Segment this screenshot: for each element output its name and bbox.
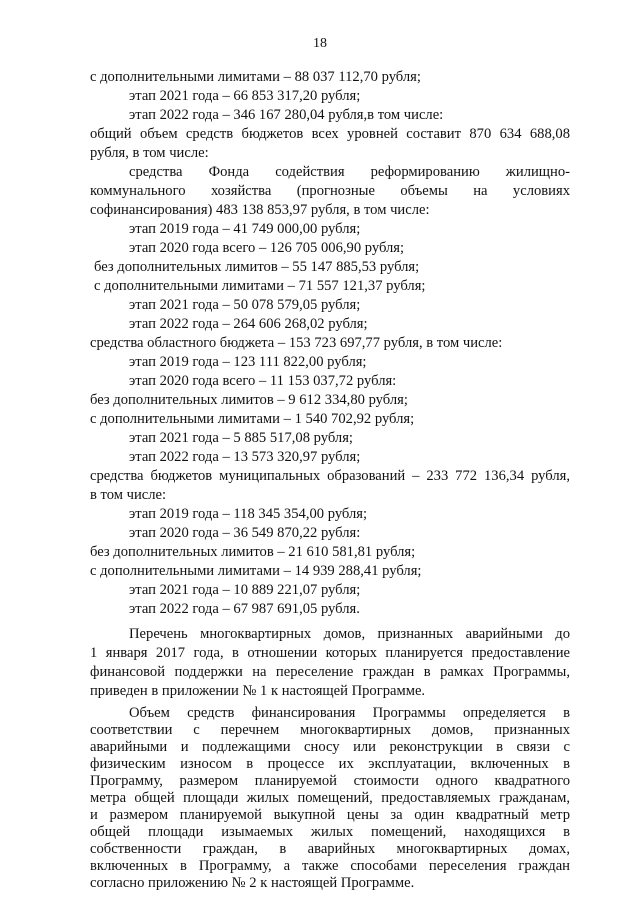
text-line: общей площади изымаемых жилых помещений, находящихся в — [90, 824, 570, 840]
text-line: Программу, размером планируемой стоимости одного квадратного — [90, 773, 570, 789]
text-line: физическим износом в процессе их эксплуатации, включенных в — [90, 756, 570, 772]
text-line: этап 2020 года всего – 11 153 037,72 рубля: — [129, 373, 397, 389]
text-line: этап 2022 года – 67 987 691,05 рубля. — [129, 601, 360, 617]
text-line: средства областного бюджета – 153 723 697,77 рубля, в том числе: — [90, 335, 503, 351]
text-line: 1 января 2017 года, в отношении которых планируется предоставление — [90, 645, 570, 661]
text-line: с дополнительными лимитами – 1 540 702,92 рубля; — [90, 411, 415, 427]
text-line: без дополнительных лимитов – 55 147 885,53 рубля; — [94, 259, 420, 275]
text-line: этап 2021 года – 50 078 579,05 рубля; — [129, 297, 361, 313]
text-line: рубля, в том числе: — [90, 145, 209, 161]
text-line: этап 2020 года – 36 549 870,22 рубля: — [129, 525, 361, 541]
text-line: без дополнительных лимитов – 9 612 334,80 рубля; — [90, 392, 408, 408]
text-line: этап 2019 года – 118 345 354,00 рубля; — [129, 506, 368, 522]
text-line: соответствии с перечнем многоквартирных домов, признанных — [90, 722, 570, 738]
page-number: 18 — [313, 36, 327, 51]
text-line: с дополнительными лимитами – 88 037 112,70 рубля; — [90, 69, 421, 85]
text-line: в том числе: — [90, 487, 167, 503]
text-line: финансовой поддержки на переселение граждан в рамках Программы, — [90, 664, 570, 680]
text-line: согласно приложению № 2 к настоящей Программе. — [90, 875, 415, 891]
text-line: собственности граждан, в аварийных многоквартирных домах, — [90, 841, 570, 857]
text-line: Объем средств финансирования Программы определяется в — [129, 705, 570, 721]
text-line: этап 2021 года – 66 853 317,20 рубля; — [129, 88, 361, 104]
text-line: Перечень многоквартирных домов, признанных аварийными до — [129, 626, 570, 642]
text-line: этап 2021 года – 10 889 221,07 рубля; — [129, 582, 361, 598]
text-line: коммунального хозяйства (прогнозные объемы на условиях — [90, 183, 570, 199]
text-line: средства Фонда содействия реформированию жилищно- — [129, 164, 570, 180]
text-line: софинансирования) 483 138 853,97 рубля, в том числе: — [90, 202, 430, 218]
text-line: этап 2019 года – 41 749 000,00 рубля; — [129, 221, 361, 237]
text-line: этап 2022 года – 346 167 280,04 рубля,в том числе: — [129, 107, 444, 123]
text-line: общий объем средств бюджетов всех уровней составит 870 634 688,08 — [90, 126, 570, 142]
text-line: средства бюджетов муниципальных образований – 233 772 136,34 рубля, — [90, 468, 570, 484]
text-line: включенных в Программу, а также способами переселения граждан — [90, 858, 570, 874]
text-line: этап 2019 года – 123 111 822,00 рубля; — [129, 354, 367, 370]
text-line: этап 2022 года – 13 573 320,97 рубля; — [129, 449, 361, 465]
text-line: этап 2022 года – 264 606 268,02 рубля; — [129, 316, 368, 332]
text-line: приведен в приложении № 1 к настоящей Программе. — [90, 683, 426, 699]
text-line: с дополнительными лимитами – 71 557 121,37 рубля; — [94, 278, 426, 294]
text-line: без дополнительных лимитов – 21 610 581,81 рубля; — [90, 544, 416, 560]
text-line: метра общей площади жилых помещений, предоставляемых гражданам, — [90, 790, 570, 806]
text-line: с дополнительными лимитами – 14 939 288,41 рубля; — [90, 563, 422, 579]
text-line: этап 2020 года всего – 126 705 006,90 рубля; — [129, 240, 405, 256]
text-line: этап 2021 года – 5 885 517,08 рубля; — [129, 430, 353, 446]
text-line: и размером планируемой выкупной цены за один квадратный метр — [90, 807, 570, 823]
text-line: аварийными и подлежащими сносу или реконструкции в связи с — [90, 739, 570, 755]
